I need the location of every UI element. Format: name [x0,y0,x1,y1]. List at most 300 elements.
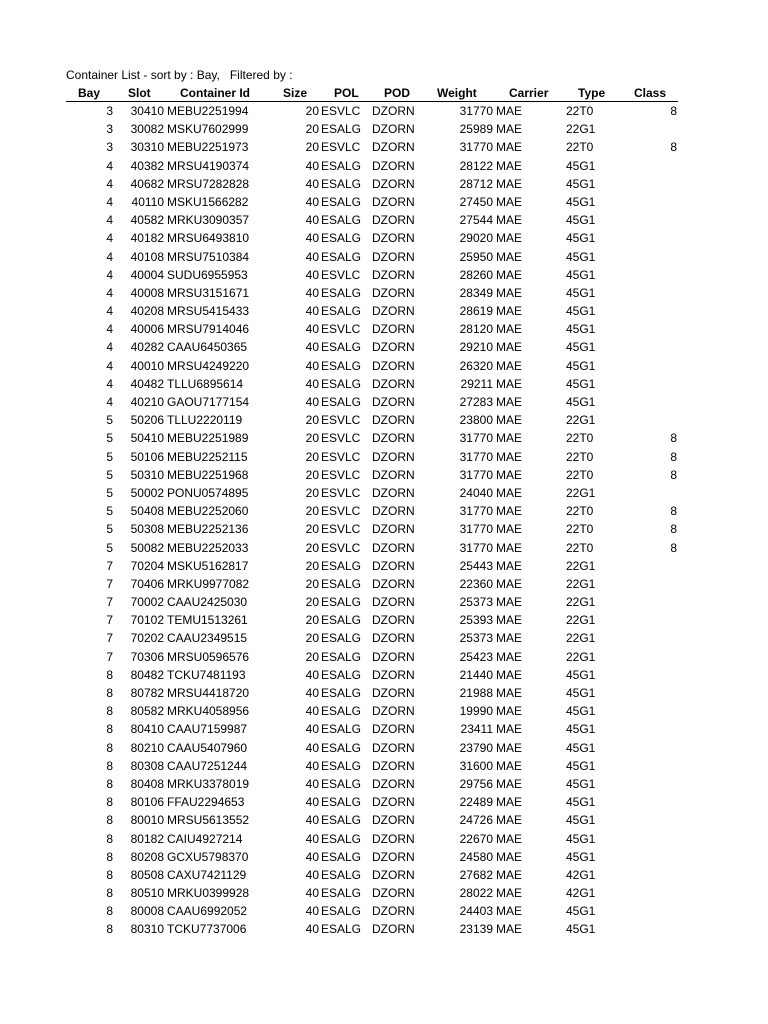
cell-bay: 5 [106,467,113,482]
cell-container-id: FFAU2294653 [167,795,245,810]
cell-weight: 21440 [459,667,493,682]
cell-carrier: MAE [496,340,523,355]
cell-class: 8 [670,467,677,482]
cell-type: 45G1 [566,322,596,337]
cell-pod: DZORN [372,922,415,937]
cell-type: 42G1 [566,867,596,882]
cell-weight: 25950 [459,249,493,264]
cell-carrier: MAE [496,904,523,919]
cell-bay: 8 [106,722,113,737]
cell-size: 20 [305,122,319,137]
cell-pod: DZORN [372,140,415,155]
cell-pol: ESVLC [321,522,361,537]
table-row [0,539,768,557]
cell-size: 40 [305,686,319,700]
cell-container-id: MRSU4190374 [167,158,250,173]
cell-pol: ESALG [321,395,362,409]
cell-class: 8 [670,504,677,519]
cell-bay: 4 [106,176,113,191]
table-row [0,902,768,920]
cell-pod: DZORN [372,795,415,810]
cell-slot: 40006 [130,322,164,337]
cell-type: 45G1 [566,667,596,682]
cell-container-id: MSKU5162817 [167,558,249,573]
cell-weight: 28122 [459,158,493,173]
cell-type: 22T0 [566,504,594,519]
cell-bay: 4 [106,395,113,409]
cell-pod: DZORN [372,413,415,428]
cell-weight: 25423 [459,649,493,664]
cell-size: 40 [305,158,319,173]
cell-size: 40 [305,795,319,810]
cell-pol: ESALG [321,649,362,664]
cell-weight: 23790 [459,740,493,755]
cell-container-id: PONU0574895 [167,485,249,500]
table-row [0,830,768,848]
table-row [0,175,768,193]
cell-pol: ESALG [321,704,362,719]
table-row [0,520,768,538]
cell-size: 20 [305,504,319,519]
cell-weight: 19990 [459,704,493,719]
cell-size: 20 [305,558,319,573]
cell-size: 20 [305,140,319,155]
cell-bay: 4 [106,194,113,209]
cell-container-id: CAAU2425030 [167,595,248,610]
cell-type: 22T0 [566,104,594,118]
cell-bay: 5 [106,522,113,537]
cell-slot: 80408 [130,776,164,791]
cell-container-id: CAAU6450365 [167,340,248,355]
cell-container-id: SUDU6955953 [167,267,248,282]
cell-pol: ESALG [321,576,362,591]
cell-carrier: MAE [496,267,523,282]
cell-type: 22T0 [566,467,594,482]
cell-bay: 4 [106,340,113,355]
cell-pod: DZORN [372,540,415,555]
cell-carrier: MAE [496,485,523,500]
cell-bay: 7 [106,595,113,610]
cell-bay: 4 [106,304,113,319]
cell-size: 20 [305,467,319,482]
cell-carrier: MAE [496,376,523,391]
cell-pod: DZORN [372,613,415,628]
cell-type: 45G1 [566,213,596,228]
table-header [0,85,768,101]
table-row [0,393,768,411]
cell-pol: ESALG [321,304,362,319]
cell-weight: 23411 [460,722,493,737]
cell-carrier: MAE [496,776,523,791]
cell-pol: ESVLC [321,322,361,337]
cell-container-id: CAIU4927214 [167,831,243,846]
cell-type: 22G1 [566,122,596,137]
cell-pod: DZORN [372,558,415,573]
cell-pol: ESALG [321,631,362,646]
table-row [0,629,768,647]
cell-type: 45G1 [566,176,596,191]
cell-slot: 30310 [130,140,164,155]
cell-carrier: MAE [496,631,523,646]
cell-type: 45G1 [566,922,596,937]
cell-bay: 4 [106,213,113,228]
cell-container-id: CAAU2349515 [167,631,248,646]
cell-bay: 8 [106,686,113,700]
cell-slot: 70202 [130,631,164,646]
cell-bay: 8 [106,849,113,864]
cell-carrier: MAE [496,395,523,409]
cell-weight: 29211 [460,376,493,391]
cell-container-id: CAAU6992052 [167,904,248,919]
cell-type: 45G1 [566,267,596,282]
cell-bay: 7 [106,576,113,591]
cell-pol: ESVLC [321,485,361,500]
cell-bay: 5 [106,485,113,500]
cell-weight: 25373 [459,595,493,610]
cell-pol: ESALG [321,849,362,864]
cell-slot: 40208 [130,304,164,319]
cell-carrier: MAE [496,304,523,319]
table-row [0,884,768,902]
cell-size: 40 [305,176,319,191]
cell-type: 45G1 [566,795,596,810]
cell-size: 20 [305,522,319,537]
cell-carrier: MAE [496,758,523,773]
cell-pol: ESALG [321,795,362,810]
container-table-body [0,102,768,939]
cell-container-id: CAAU5407960 [167,740,248,755]
cell-carrier: MAE [496,158,523,173]
cell-carrier: MAE [496,176,523,191]
cell-slot: 80482 [130,667,164,682]
cell-type: 22T0 [566,522,594,537]
cell-carrier: MAE [496,849,523,864]
cell-pol: ESVLC [321,104,361,118]
cell-size: 20 [305,649,319,664]
table-row [0,193,768,211]
cell-pod: DZORN [372,304,415,319]
cell-container-id: CAAU7159987 [167,722,248,737]
cell-carrier: MAE [496,886,523,901]
cell-container-id: TLLU2220119 [167,413,243,428]
cell-weight: 28260 [459,267,493,282]
cell-type: 22G1 [566,485,596,500]
cell-pod: DZORN [372,758,415,773]
cell-pod: DZORN [372,886,415,901]
cell-container-id: MRKU3090357 [167,213,250,228]
cell-pol: ESALG [321,886,362,901]
table-row [0,793,768,811]
cell-bay: 4 [106,249,113,264]
cell-slot: 80410 [130,722,164,737]
cell-carrier: MAE [496,104,523,118]
cell-pod: DZORN [372,358,415,373]
cell-size: 40 [305,213,319,228]
cell-type: 22T0 [566,540,594,555]
cell-size: 40 [305,740,319,755]
cell-carrier: MAE [496,431,523,446]
cell-pol: ESALG [321,667,362,682]
header-class: Class [634,86,667,100]
cell-class: 8 [670,431,677,446]
cell-bay: 8 [106,922,113,937]
cell-container-id: MSKU1566282 [167,194,249,209]
cell-size: 40 [305,758,319,773]
cell-pol: ESALG [321,231,362,246]
cell-type: 45G1 [566,722,596,737]
cell-type: 45G1 [566,249,596,264]
cell-size: 20 [305,631,319,646]
cell-size: 40 [305,813,319,828]
cell-pol: ESVLC [321,449,361,464]
cell-pod: DZORN [372,158,415,173]
table-row [0,648,768,666]
cell-weight: 24403 [459,904,493,919]
cell-size: 40 [305,395,319,409]
table-row [0,284,768,302]
cell-bay: 8 [106,813,113,828]
cell-pol: ESALG [321,867,362,882]
cell-pol: ESALG [321,831,362,846]
table-row [0,775,768,793]
cell-bay: 5 [106,504,113,519]
cell-weight: 22360 [459,576,493,591]
cell-weight: 28619 [459,304,493,319]
cell-weight: 24040 [459,485,493,500]
cell-carrier: MAE [496,467,523,482]
cell-weight: 31770 [459,522,493,537]
cell-slot: 80010 [130,813,164,828]
cell-container-id: TLLU6895614 [167,376,244,391]
cell-pol: ESALG [321,740,362,755]
cell-type: 45G1 [566,758,596,773]
cell-type: 45G1 [566,340,596,355]
cell-container-id: MEBU2252060 [167,504,249,519]
cell-type: 45G1 [566,813,596,828]
cell-weight: 23800 [459,413,493,428]
cell-weight: 29756 [459,776,493,791]
cell-container-id: MEBU2252136 [167,522,249,537]
cell-pod: DZORN [372,831,415,846]
cell-container-id: MRSU7510384 [167,249,250,264]
cell-carrier: MAE [496,504,523,519]
cell-size: 40 [305,340,319,355]
cell-pod: DZORN [372,722,415,737]
cell-container-id: MRKU9977082 [167,576,250,591]
table-row [0,248,768,266]
cell-carrier: MAE [496,686,523,700]
cell-size: 20 [305,449,319,464]
cell-container-id: MEBU2252033 [167,540,249,555]
cell-pod: DZORN [372,776,415,791]
cell-pod: DZORN [372,194,415,209]
cell-pod: DZORN [372,504,415,519]
cell-type: 22G1 [566,558,596,573]
cell-container-id: GCXU5798370 [167,849,249,864]
cell-size: 20 [305,576,319,591]
cell-container-id: MEBU2251968 [167,467,249,482]
cell-container-id: MRSU3151671 [167,285,250,300]
cell-bay: 5 [106,540,113,555]
table-row [0,720,768,738]
cell-slot: 40110 [131,194,164,209]
cell-weight: 31770 [459,140,493,155]
cell-pod: DZORN [372,104,415,118]
cell-size: 40 [305,376,319,391]
cell-carrier: MAE [496,595,523,610]
cell-container-id: MSKU7602999 [167,122,249,137]
table-row [0,739,768,757]
cell-pod: DZORN [372,340,415,355]
cell-bay: 8 [106,667,113,682]
cell-weight: 23139 [459,922,493,937]
cell-carrier: MAE [496,576,523,591]
cell-weight: 22489 [459,795,493,810]
cell-carrier: MAE [496,249,523,264]
cell-pod: DZORN [372,631,415,646]
table-row [0,848,768,866]
cell-bay: 8 [106,904,113,919]
cell-bay: 5 [106,449,113,464]
cell-container-id: MRKU3378019 [167,776,250,791]
cell-slot: 80106 [130,795,164,810]
cell-bay: 4 [106,267,113,282]
table-row [0,448,768,466]
cell-pol: ESVLC [321,431,361,446]
cell-pol: ESALG [321,813,362,828]
cell-slot: 40210 [130,395,164,409]
cell-type: 45G1 [566,831,596,846]
cell-slot: 50106 [130,449,164,464]
cell-pol: ESALG [321,776,362,791]
cell-pol: ESALG [321,922,362,937]
cell-size: 20 [305,413,319,428]
cell-pod: DZORN [372,867,415,882]
cell-size: 20 [305,613,319,628]
cell-pol: ESVLC [321,467,361,482]
table-row [0,102,768,120]
cell-pod: DZORN [372,376,415,391]
cell-carrier: MAE [496,722,523,737]
cell-pol: ESALG [321,595,362,610]
cell-type: 22G1 [566,595,596,610]
header-carrier: Carrier [509,86,549,100]
cell-pod: DZORN [372,904,415,919]
cell-type: 22T0 [566,431,594,446]
cell-slot: 40582 [130,213,164,228]
cell-type: 45G1 [566,231,596,246]
cell-type: 22G1 [566,649,596,664]
cell-class: 8 [670,140,677,155]
cell-container-id: CAAU7251244 [167,758,248,773]
cell-size: 40 [305,722,319,737]
cell-slot: 50410 [130,431,164,446]
cell-container-id: MRSU4418720 [167,686,250,700]
cell-pol: ESALG [321,285,362,300]
cell-class: 8 [670,540,677,555]
cell-bay: 4 [106,358,113,373]
cell-container-id: MRSU5415433 [167,304,250,319]
cell-type: 45G1 [566,304,596,319]
cell-type: 42G1 [566,886,596,901]
cell-slot: 30410 [130,104,164,118]
cell-pod: DZORN [372,686,415,700]
cell-carrier: MAE [496,522,523,537]
cell-bay: 7 [106,613,113,628]
cell-carrier: MAE [496,649,523,664]
cell-pod: DZORN [372,485,415,500]
cell-slot: 70204 [130,558,164,573]
header-type: Type [578,86,606,100]
cell-bay: 8 [106,758,113,773]
cell-slot: 70406 [130,576,164,591]
cell-size: 40 [305,267,319,282]
cell-weight: 22670 [459,831,493,846]
cell-weight: 26320 [459,358,493,373]
cell-bay: 8 [106,831,113,846]
cell-container-id: TCKU7481193 [167,667,246,682]
cell-slot: 80582 [130,704,164,719]
cell-slot: 50310 [130,467,164,482]
cell-pol: ESALG [321,376,362,391]
cell-carrier: MAE [496,867,523,882]
cell-slot: 40482 [130,376,164,391]
cell-type: 45G1 [566,358,596,373]
cell-bay: 7 [106,558,113,573]
cell-container-id: TEMU1513261 [167,613,248,628]
cell-weight: 28022 [459,886,493,901]
cell-bay: 8 [106,795,113,810]
cell-carrier: MAE [496,285,523,300]
cell-slot: 50082 [130,540,164,555]
cell-weight: 24580 [459,849,493,864]
cell-container-id: TCKU7737006 [167,922,247,937]
cell-bay: 8 [106,704,113,719]
table-row [0,120,768,138]
cell-container-id: MRSU7282828 [167,176,250,191]
cell-size: 20 [305,104,319,118]
cell-bay: 3 [106,140,113,155]
cell-pod: DZORN [372,649,415,664]
cell-weight: 31770 [459,540,493,555]
cell-weight: 27283 [459,395,493,409]
table-row [0,502,768,520]
cell-bay: 4 [106,231,113,246]
cell-slot: 50206 [130,413,164,428]
cell-pol: ESVLC [321,267,361,282]
cell-weight: 29020 [459,231,493,246]
cell-slot: 80782 [130,686,164,700]
cell-slot: 70102 [130,613,164,628]
cell-carrier: MAE [496,194,523,209]
cell-pol: ESALG [321,122,362,137]
cell-carrier: MAE [496,922,523,937]
cell-carrier: MAE [496,831,523,846]
cell-type: 45G1 [566,395,596,409]
cell-container-id: MEBU2251973 [167,140,249,155]
table-row [0,266,768,284]
cell-carrier: MAE [496,667,523,682]
cell-type: 22G1 [566,413,596,428]
cell-size: 40 [305,922,319,937]
cell-carrier: MAE [496,322,523,337]
cell-bay: 4 [106,376,113,391]
cell-pod: DZORN [372,176,415,191]
table-row [0,338,768,356]
cell-pod: DZORN [372,704,415,719]
cell-bay: 4 [106,158,113,173]
cell-weight: 31600 [459,758,493,773]
